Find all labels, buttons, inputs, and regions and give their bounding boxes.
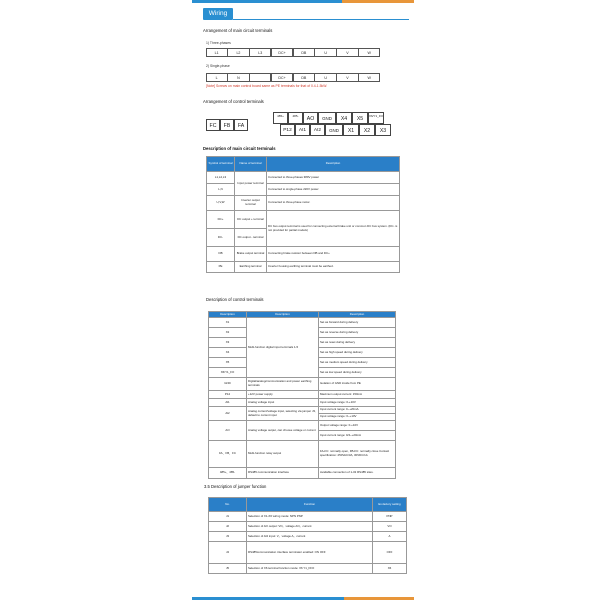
- table-cell: U,V,W: [207, 196, 235, 211]
- ctrl-terminal-ai1: AI1: [295, 124, 310, 136]
- table-cell: Connected to single-phase 220V power: [267, 184, 400, 196]
- table-cell: X5: [209, 358, 247, 368]
- table-header: Description: [319, 312, 396, 318]
- table-cell: Brake output terminal: [235, 247, 267, 262]
- table-cell: RS485 communication interface: [247, 468, 319, 479]
- terminal-cell: DB: [293, 73, 315, 82]
- ctrl-terminal-fc: FC: [206, 119, 220, 131]
- terminal-cell: [249, 73, 271, 82]
- table-header: Description: [267, 157, 400, 172]
- table-cell: Maximum output current: 150mA: [319, 391, 396, 399]
- table-header: Name of terminal: [235, 157, 267, 172]
- table-cell: Multi-function digital input terminals 1-5: [247, 318, 319, 378]
- ctrl-terminal-x6: X6/Y1_FO: [368, 112, 384, 124]
- jumper-table: [208, 497, 407, 574]
- ctrl-terminal-x4: X4: [336, 112, 352, 124]
- table-cell: L,N: [207, 184, 235, 196]
- table-header: No.: [209, 498, 247, 512]
- table-cell: Set as reset during delivery: [319, 338, 396, 348]
- jumper-heading: 3.5 Description of jumper function: [204, 484, 267, 489]
- table-cell: DC-: [207, 229, 235, 247]
- table-header: Symbol of terminal: [207, 157, 235, 172]
- table-header: Description: [247, 312, 319, 318]
- table-cell: Selection of AI2 input: V。voltage A。current: [247, 532, 373, 542]
- terminal-cell: L2: [227, 48, 249, 57]
- terminal-cell: V: [336, 48, 358, 57]
- table-cell: Connected to three-phase motor.: [267, 196, 400, 211]
- table-cell: X1: [209, 318, 247, 328]
- main-circuit-heading: Arrangement of main circuit terminals: [203, 28, 273, 33]
- table-cell: DC+: [207, 211, 235, 229]
- table-cell: RS485communication interface terminator enabled: ON OFF: [247, 542, 373, 564]
- table-cell: Input current range: 0/4~+20mA: [319, 431, 396, 441]
- terminal-cell: W: [358, 73, 380, 82]
- table-cell: OFF: [373, 542, 407, 564]
- terminal-cell: W: [358, 48, 380, 57]
- table-cell: AI1: [209, 399, 247, 407]
- table-cell: Inverter housing earthing terminal must be earthed.: [267, 262, 400, 273]
- table-cell: X6/Y1_FO: [209, 368, 247, 378]
- table-cell: Selection of AO output: VO。voltage AO。current: [247, 522, 373, 532]
- single-phase-label: 2) Single-phase: [206, 64, 230, 68]
- terminal-cell: DC+: [271, 73, 293, 82]
- table-cell: VO: [373, 522, 407, 532]
- table-cell: +12V power supply: [247, 391, 319, 399]
- table-cell: DC output - terminal: [235, 229, 267, 247]
- table-cell: J5: [209, 564, 247, 574]
- terminal-cell: L1: [206, 48, 228, 57]
- terminal-cell: N: [227, 73, 249, 82]
- ctrl-terminal-ai2: AI2: [310, 124, 325, 136]
- three-phase-terminal-row: [206, 48, 380, 57]
- table-cell: DC output + terminal: [235, 211, 267, 229]
- ctrl-terminal-fb: FB: [220, 119, 234, 131]
- ctrl-terminal-x5: X5: [352, 112, 368, 124]
- table-cell: Set as medium speed during delivery: [319, 358, 396, 368]
- single-phase-terminal-row: [206, 73, 380, 82]
- ctrl-terminal-x3: X3: [375, 124, 391, 136]
- terminal-cell: DC+: [271, 48, 293, 57]
- table-cell: FA、FB、FC: [209, 441, 247, 468]
- table-header: Ex-factory setting: [373, 498, 407, 512]
- table-cell: Input current range: 0~+20mA: [319, 407, 396, 414]
- table-header: Function: [247, 498, 373, 512]
- table-cell: Input voltage range: 0~+10V: [319, 414, 396, 421]
- ctrl-desc-heading: Description of control terminals: [206, 297, 264, 302]
- table-cell: DC bus output terminal is used for connecting external brake unit or common DC bus system. (DC- is not provided for partial models): [267, 211, 400, 247]
- table-cell: Analog current/voltage input, selecting via jumper J3, default to current input: [247, 407, 319, 421]
- table-cell: GND: [209, 378, 247, 391]
- terminal-cell: U: [314, 73, 336, 82]
- table-cell: J1: [209, 512, 247, 522]
- ctrl-terminal-x2: X2: [359, 124, 375, 136]
- table-cell: L1,L2,L3: [207, 172, 235, 184]
- table-cell: Selection of X1-X6 wiring mode: NPN PNP: [247, 512, 373, 522]
- table-cell: AI2: [209, 407, 247, 421]
- control-heading: Arrangement of control terminals: [203, 99, 264, 104]
- table-cell: Set as high speed during delivery: [319, 348, 396, 358]
- section-badge: Wiring: [203, 8, 233, 20]
- three-phase-label: 1) Three-phases: [206, 41, 231, 45]
- table-cell: Input power terminal: [235, 172, 267, 196]
- ctrl-terminal-gnd-bottom: GND: [325, 124, 343, 136]
- terminal-cell: U: [314, 48, 336, 57]
- table-cell: Set as low speed during delivery: [319, 368, 396, 378]
- ctrl-terminal-p12: P12: [280, 124, 295, 136]
- table-cell: Isolation of GND inside from PE: [319, 378, 396, 391]
- table-cell: PE: [207, 262, 235, 273]
- terminal-cell: DB: [293, 48, 315, 57]
- table-cell: X4: [209, 348, 247, 358]
- table-cell: Analog voltage input: [247, 399, 319, 407]
- ctrl-terminal-x1: X1: [343, 124, 359, 136]
- main-desc-heading: Description of main circuit terminals: [203, 146, 276, 151]
- table-cell: Connected to three-phases 380V power: [267, 172, 400, 184]
- table-cell: A: [373, 532, 407, 542]
- ctrl-terminal-485p: 485+: [273, 112, 288, 124]
- ctrl-terminal-fa: FA: [234, 119, 248, 131]
- table-cell: 485+、485-: [209, 468, 247, 479]
- table-cell: Analog voltage output, can choose voltage or current: [247, 421, 319, 441]
- terminal-cell: L3: [249, 48, 271, 57]
- table-cell: X2: [209, 328, 247, 338]
- ctrl-terminal-485m: 485-: [288, 112, 303, 124]
- table-cell: Set as forward during delivery: [319, 318, 396, 328]
- table-cell: Inverter output terminal: [235, 196, 267, 211]
- table-cell: Selection of X6 terminal function mode: X6 Y1_FFO: [247, 564, 373, 574]
- table-cell: Available connection of 1-32 RS485 sites.: [319, 468, 396, 479]
- table-cell: J3: [209, 532, 247, 542]
- table-cell: Connecting brake resistor between DB and DC+: [267, 247, 400, 262]
- table-cell: DB: [207, 247, 235, 262]
- table-cell: Multi-function relay output: [247, 441, 319, 468]
- table-cell: P12: [209, 391, 247, 399]
- table-cell: Earthing terminal: [235, 262, 267, 273]
- table-cell: AO: [209, 421, 247, 441]
- top-accent-bar: [192, 0, 414, 3]
- main-circuit-table: [206, 156, 400, 273]
- control-terminal-table: [208, 311, 396, 479]
- ctrl-terminal-ao: AO: [303, 112, 318, 124]
- table-cell: Set as reverse during delivery: [319, 328, 396, 338]
- screw-note: [Note] Screws on main control board same as PE terminals for that of 0.4-1.5kW.: [206, 84, 328, 88]
- table-cell: Input voltage range: 0-+10V: [319, 399, 396, 407]
- table-cell: X3: [209, 338, 247, 348]
- terminal-cell: L: [206, 73, 228, 82]
- table-header: Description: [209, 312, 247, 318]
- terminal-cell: V: [336, 73, 358, 82]
- ctrl-terminal-gnd-top: GND: [318, 112, 336, 124]
- table-cell: Digital/analog/communication and power earthing terminals: [247, 378, 319, 391]
- section-underline: [233, 19, 409, 20]
- table-cell: FA-FC: normally open, FB-FC: normally close Contact specification: 250VAC/3A, 30VDC/1A: [319, 441, 396, 468]
- table-cell: Output voltage range: 0-+10V: [319, 421, 396, 431]
- table-cell: J4: [209, 542, 247, 564]
- table-cell: X6: [373, 564, 407, 574]
- table-cell: PNP: [373, 512, 407, 522]
- table-cell: J2: [209, 522, 247, 532]
